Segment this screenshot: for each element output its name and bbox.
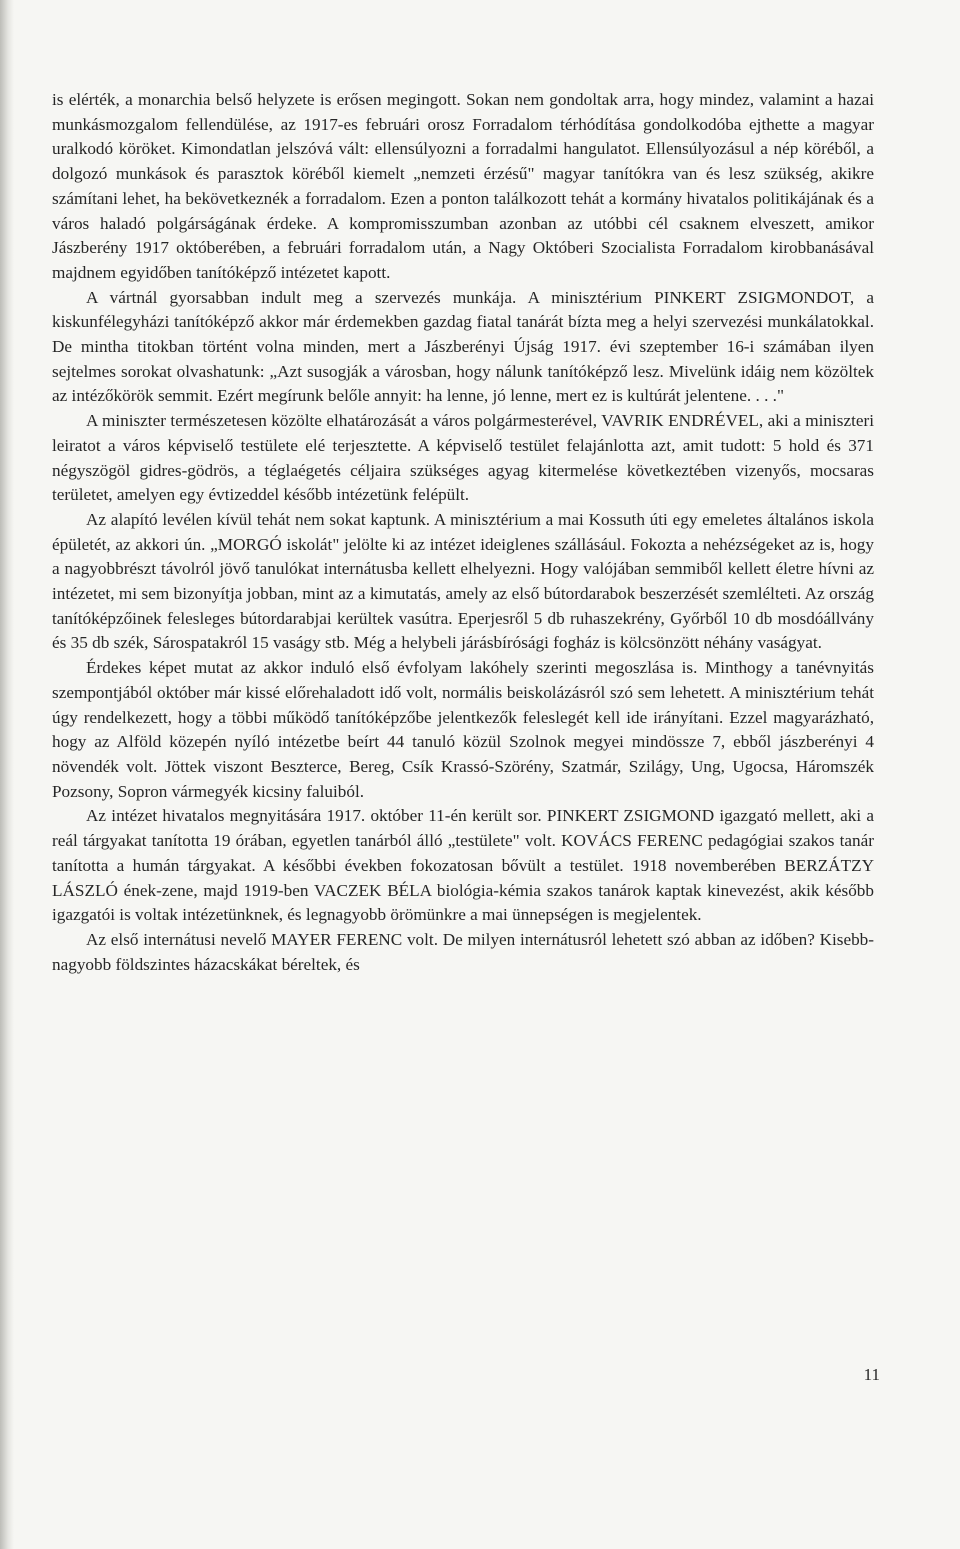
paragraph-5: Érdekes képet mutat az akkor induló első évfolyam lakóhely szerinti megoszlása is. Minthogy a tanévnyitás szempontjából október már kissé előrehaladott idő volt, normális beiskolázásról szó sem lehetett. A minisztérium tehát úgy rendelkezett, hogy a többi működő tanítóképzőbe jelentkezők feleslegét kell ide irányítani. Ezzel magyarázható, hogy az Alföld közepén nyíló intézetbe beírt 44 tanuló közül Szolnok megyei mindössze 7, ebből jászberényi 4 növendék volt. Jöttek viszont Beszterce, Bereg, Csík Krassó-Szörény, Szatmár, Szilágy, Ung, Ugocsa, Háromszék Pozsony, Sopron vármegyék kicsiny faluiból. <box>52 658 874 801</box>
paragraph-4: Az alapító levélen kívül tehát nem sokat kaptunk. A minisztérium a mai Kossuth úti egy emeletes általános iskola épületét, az akkori ún. „MORGÓ iskolát" jelölte ki az intézet ideiglenes szállásául. Fokozta a nehézségeket az is, hogy a nagyobbrészt távolról jövő tanulókat internátusba kellett elhelyezni. Hogy valójában semmiből kellett életre hívni az intézetet, mi sem bizonyítja jobban, mint az a kimutatás, amely az első bútordarabok beszerzését szemlélteti. Az ország tanítóképzőinek felesleges bútordarabjai kerültek vasútra. Eperjesről 5 db ruhaszekrény, Győrből 10 db mosdóállvány és 35 db szék, Sárospatakról 15 vaságy stb. Még a helybeli járásbírósági fogház is kölcsönzött néhány vaságyat. <box>52 509 874 653</box>
page-number: 11 <box>863 1365 880 1384</box>
body-text <box>52 88 874 977</box>
paragraph-3: A miniszter természetesen közölte elhatározását a város polgármesterével, VAVRIK ENDRÉVEL, aki a miniszteri leiratot a város képviselő testülete elé terjesztette. A képviselő testület felajánlotta azt, amit tudott: 5 hold és 371 négyszögöl gidres-gödrös, a téglaégetés céljaira szükséges agyag kitermelése következtében vizenyős, mocsaras területet, amelyen egy évtizeddel később intézetünk felépült. <box>52 411 874 505</box>
paragraph-1: is elérték, a monarchia belső helyzete is erősen megingott. Sokan nem gondoltak arra, hogy mindez, valamint a hazai munkásmozgalom fellendülése, az 1917-es februári orosz Forradalom térhódítása gondolkodóba ejthette a magyar uralkodó köröket. Kimondatlan jelszóvá vált: ellensúlyozni a forradalmi hangulatot. Ellensúlyozásul a nép köréből, a dolgozó munkások és parasztok köréből kiemelt „nemzeti érzésű" magyar tanítókra van és lesz szükség, akikre számítani lehet, ha bekövetkeznék a forradalom. Ezen a ponton találkozott tehát a kormány hivatalos politikájának és a város haladó polgárságának érdeke. A kompromisszumban azonban az utóbbi cél csaknem elveszett, amikor Jászberény 1917 októberében, a februári forradalom után, a Nagy Októberi Szocialista Forradalom kirobbanásával majdnem egyidőben tanítóképző intézetet kapott. <box>52 90 874 282</box>
paragraph-6: Az intézet hivatalos megnyitására 1917. október 11-én került sor. PINKERT ZSIGMOND igazgató mellett, aki a reál tárgyakat tanította 19 órában, egyetlen tanárból álló „testülete" volt. KOVÁCS FERENC pedagógiai szakos tanár tanította a humán tárgyakat. A későbbi években fokozatosan bővült a testület. 1918 novemberében BERZÁTZY LÁSZLÓ ének-zene, majd 1919-ben VACZEK BÉLA biológia-kémia szakos tanárok kaptak kinevezést, akik később igazgatói is voltak intézetünknek, és legnagyobb örömünkre a mai ünnepségen is megjelentek. <box>52 806 874 925</box>
paragraph-2: A vártnál gyorsabban indult meg a szervezés munkája. A minisztérium PINKERT ZSIGMONDOT, a kiskunfélegyházi tanítóképző akkor már érdemekben gazdag fiatal tanárát bízta meg a helyi szervezési munkálatokkal. De mintha titokban történt volna minden, mert a Jászberényi Újság 1917. évi szeptember 16-i számában ilyen sejtelmes sorokat olvashatunk: „Azt susogják a városban, hogy nálunk tanítóképző lesz. Mivelünk idáig nem közöltek az intézőkörök semmit. Ezért megírunk belőle annyit: ha lenne, jó lenne, mert ez is kultúrát jelentene. . . ." <box>52 287 874 406</box>
paragraph-7: Az első internátusi nevelő MAYER FERENC volt. De milyen internátusról lehetett szó abban az időben? Kisebb-nagyobb földszintes házacskákat béreltek, és <box>52 929 874 974</box>
page-edge-shadow <box>0 0 14 1549</box>
